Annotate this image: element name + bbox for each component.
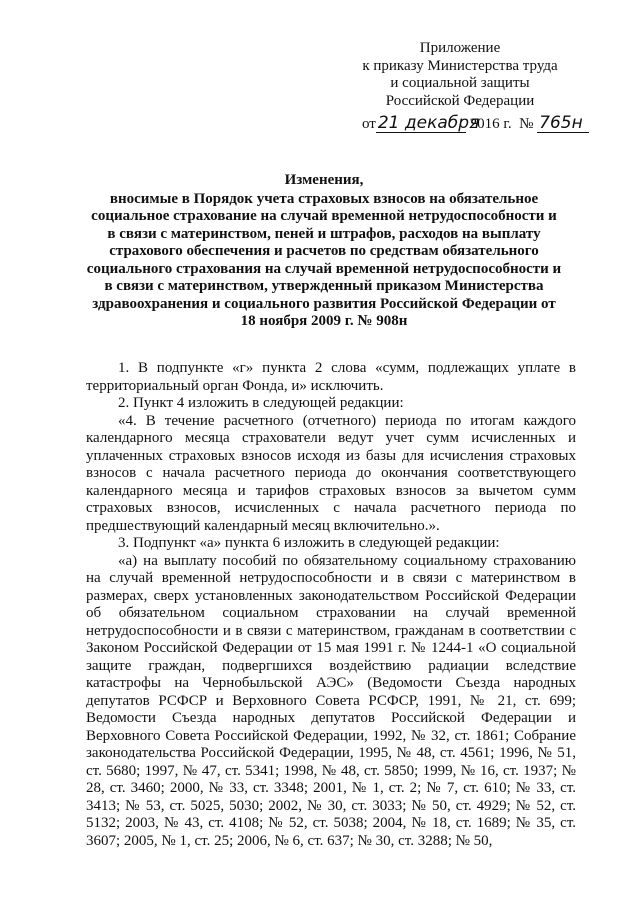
appendix-line: к приказу Министерства труда xyxy=(362,57,558,74)
order-date-handwritten: 21 декабря xyxy=(377,113,480,133)
paragraph: «4. В течение расчетного (отчетного) периода по итогам каждого календарного месяца страхователи ведут учет сумм исчисленных и уплаченных страховых взносов исходя из базы для исчисления страховых взносов с начала расчетного периода до окончания соответствующего календарного месяца и тарифов страховых взносов за вычетом сумм страховых взносов, исчисленных с начала расчетного периода по предшествующий календарный месяц включительно.». xyxy=(86,412,576,534)
order-number-sign: № xyxy=(519,116,534,132)
paragraph: 3. Подпункт «а» пункта 6 изложить в следующей редакции: xyxy=(118,535,500,551)
paragraph: «а) на выплату пособий по обязательному социальному страхованию на случай временной нетрудоспособности и в связи с материнством в размерах, сверх установленных законодательством Российской Федерации об обязательном социальном страховании на случай временной нетрудоспособности и в связи с материнством, гражданам в соответствии с Законом Российской Федерации от 15 мая 1991 г. № 1244-1 «О социальной защите граждан, подвергшихся воздействию радиации вследствие катастрофы на Чернобыльской АЭС» (Ведомости Съезда народных депутатов РСФСР и Верховного Совета РСФСР, 1991, № 21, ст. 699; Ведомости Съезда народных депутатов Российской Федерации и Верховного Совета Российской Федерации, 1992, № 32, ст. 1861; Собрание законодательства Российской Федерации, 1995, № 48, ст. 4561; 1996, № 51, ст. 5680; 1997, № 47, ст. 5341; 1998, № 48, ст. 5850; 1999, № 16, ст. 1937; № 28, ст. 3460; 2000, № 33, ст. 3348; 2001, № 1, ст. 2; № 7, ст. 610; № 33, ст. 3413; № 53, ст. 5025, 5030; 2002, № 30, ст. 3033; № 50, ст. 4929; № 52, ст. 5132; 2003, № 43, ст. 4108; № 52, ст. 5038; 2004, № 18, ст. 1689; № 35, ст. 3607; 2005, № 1, ст. 25; 2006, № 6, ст. 637; № 30, ст. 3288; № 50, xyxy=(86,552,576,849)
appendix-block xyxy=(340,40,580,110)
appendix-line: Приложение xyxy=(419,40,501,56)
order-date-number xyxy=(362,115,602,133)
order-number-handwritten: 765н xyxy=(537,115,589,133)
title-subtitle: вносимые в Порядок учета страховых взносов на обязательное социальное страхование на случай временной нетрудоспособности и в связи с материнством, пеней и штрафов, расходов на выплату страхового обеспечения и расчетов по средствам обязательного социального страхования на случай временной нетрудоспособности и в связи с материнством, утвержденный приказом Министерства здравоохранения и социального развития Российской Федерации от 18 ноября 2009 г. № 908н xyxy=(86,190,562,329)
order-prefix: от xyxy=(362,116,376,132)
document-body xyxy=(86,360,576,850)
document-title xyxy=(86,172,562,331)
order-year: 2016 г. xyxy=(469,116,512,132)
paragraph: 2. Пункт 4 изложить в следующей редакции: xyxy=(118,395,404,411)
paragraph: 1. В подпункте «г» пункта 2 слова «сумм, подлежащих уплате в территориальный орган Фонда, и» исключить. xyxy=(86,360,576,394)
appendix-line: Российской Федерации xyxy=(385,92,535,109)
appendix-line: и социальной защиты xyxy=(390,75,530,91)
title-heading: Изменения, xyxy=(284,172,364,188)
